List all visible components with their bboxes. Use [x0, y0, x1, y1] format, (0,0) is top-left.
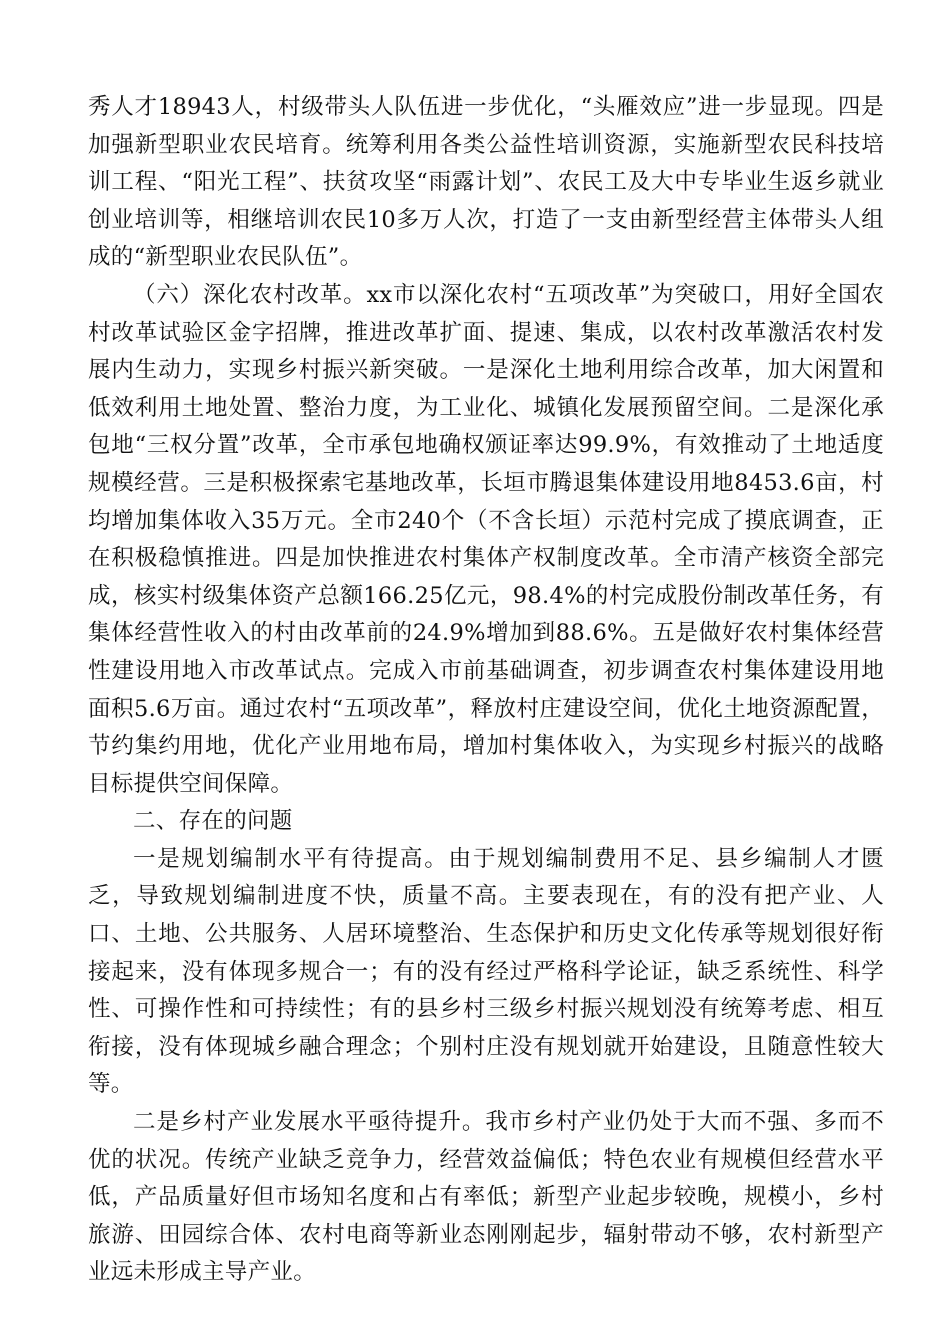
document-body — [88, 89, 884, 1292]
paragraph-talent-training: 秀人才18943人，村级带头人队伍进一步优化，“头雁效应”进一步显现。四是加强新型职业农民培育。统筹利用各类公益性培训资源，实施新型农民科技培训工程、“阳光工程”、扶贫攻坚“雨露计划”、农民工及大中专毕业生返乡就业创业培训等，相继培训农民10多万人次，打造了一支由新型经营主体带头人组成的“新型职业农民队伍”。 — [88, 94, 884, 271]
section-heading-problems: 二、存在的问题 — [133, 808, 293, 835]
paragraph-planning-problem: 一是规划编制水平有待提高。由于规划编制费用不足、县乡编制人才匮乏，导致规划编制进度不快，质量不高。主要表现在，有的没有把产业、人口、土地、公共服务、人居环境整治、生态保护和历史文化传承等规划很好衔接起来，没有体现多规合一；有的没有经过严格科学论证，缺乏系统性、科学性、可操作性和可持续性；有的县乡村三级乡村振兴规划没有统筹考虑、相互衔接，没有体现城乡融合理念；个别村庄没有规划就开始建设，且随意性较大等。 — [88, 845, 884, 1098]
paragraph-industry-problem: 二是乡村产业发展水平亟待提升。我市乡村产业仍处于大而不强、多而不优的状况。传统产业缺乏竞争力，经营效益偏低；特色农业有规模但经营水平低，产品质量好但市场知名度和占有率低；新型产业起步较晚，规模小，乡村旅游、田园综合体、农村电商等新业态刚刚起步，辐射带动不够，农村新型产业远未形成主导产业。 — [88, 1109, 884, 1286]
paragraph-rural-reform: （六）深化农村改革。xx市以深化农村“五项改革”为突破口，用好全国农村改革试验区金字招牌，推进改革扩面、提速、集成，以农村改革激活农村发展内生动力，实现乡村振兴新突破。一是深化土地利用综合改革，加大闲置和低效利用土地处置、整治力度，为工业化、城镇化发展预留空间。二是深化承包地“三权分置”改革，全市承包地确权颁证率达99.9%，有效推动了土地适度规模经营。三是积极探索宅基地改革，长垣市腾退集体建设用地8453.6亩，村均增加集体收入35万元。全市240个（不含长垣）示范村完成了摸底调查，正在积极稳慎推进。四是加快推进农村集体产权制度改革。全市清产核资全部完成，核实村级集体资产总额166.25亿元，98.4%的村完成股份制改革任务，有集体经营性收入的村由改革前的24.9%增加到88.6%。五是做好农村集体经营性建设用地入市改革试点。完成入市前基础调查，初步调查农村集体建设用地面积5.6万亩。通过农村“五项改革”，释放村庄建设空间，优化土地资源配置，节约集约用地，优化产业用地布局，增加村集体收入，为实现乡村振兴的战略目标提供空间保障。 — [88, 281, 884, 797]
